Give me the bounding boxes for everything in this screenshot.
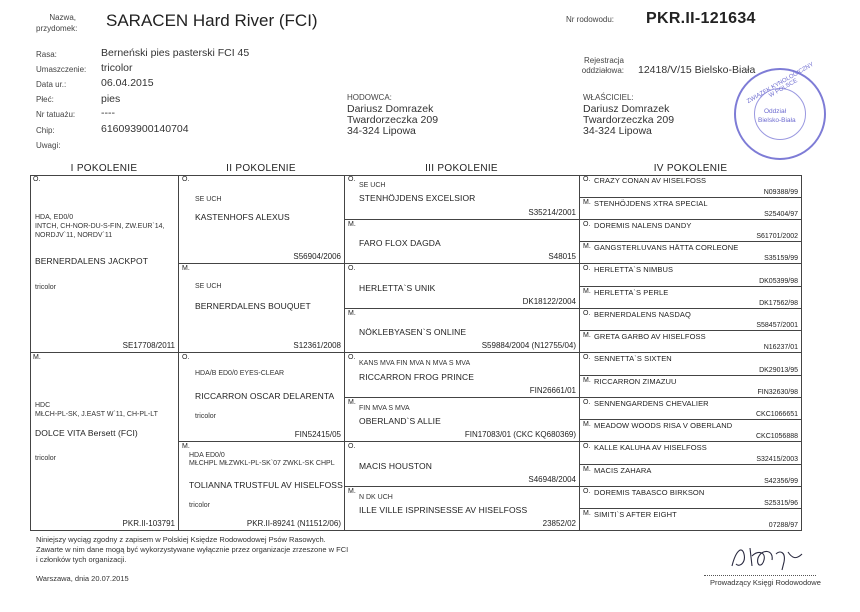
place-date: Warszawa, dnia 20.07.2015 (36, 574, 129, 583)
tattoo: ---- (101, 107, 115, 119)
gen2-reg: S12361/2008 (293, 341, 341, 350)
gen4-reg: S58457/2001 (756, 322, 798, 329)
kennel-club-stamp (734, 61, 826, 160)
gen4-reg: S25315/96 (764, 500, 798, 507)
gen4-row-11 (580, 398, 802, 420)
gen3-mark: O. (348, 265, 356, 272)
gen4-mark: O. (583, 221, 591, 228)
generation-2-header: II POKOLENIE (226, 163, 296, 174)
registration-label: Rejestracja oddziałowa: (581, 56, 624, 75)
color: tricolor (101, 62, 133, 74)
generation-4-header: IV POKOLENIE (653, 163, 728, 174)
generation-3-header: III POKOLENIE (425, 163, 498, 174)
gen2-row-3 (179, 353, 345, 442)
gen2-titles: SE UCH (195, 283, 222, 290)
gen2-name: KASTENHOFS ALEXUS (195, 212, 290, 222)
gen2-mark: M. (182, 265, 190, 272)
dam-mark: M. (33, 354, 41, 361)
remarks-label: Uwagi: (36, 141, 61, 150)
gen4-name: HERLETTA`S NIMBUS (594, 265, 674, 274)
gen4-reg: FIN32630/98 (757, 389, 798, 396)
gen3-name: FARO FLOX DAGDA (359, 238, 441, 248)
gen2-reg: PKR.II-89241 (N11512/06) (246, 519, 341, 528)
gen2-name: BERNERDALENS BOUQUET (195, 301, 311, 311)
gen1-dam-color: tricolor (35, 455, 57, 462)
gen4-name: MACIS ZAHARA (594, 466, 652, 475)
gen3-reg: FIN26661/01 (529, 386, 576, 395)
owner-line-2: Twardorzeczka 209 (583, 114, 675, 126)
breed: Berneński pies pasterski FCI 45 (101, 47, 250, 59)
gen3-name: STENHÖJDENS EXCELSIOR (359, 193, 476, 203)
sire-mark: O. (33, 176, 41, 183)
dog-name: SARACEN Hard River (FCI) (106, 11, 318, 30)
gen4-name: MEADOW WOODS RISA V OBERLAND (594, 421, 733, 430)
gen4-mark: M. (583, 510, 591, 517)
gen1-sire-reg: SE17708/2011 (122, 341, 175, 350)
gen3-name: NÖKLEBYASEN`S ONLINE (359, 327, 467, 337)
signature-caption: Prowadzący Księgi Rodowodowe (710, 578, 821, 587)
gen4-row-12 (580, 420, 802, 442)
gen4-mark: O. (583, 265, 591, 272)
gen4-mark: O. (583, 310, 591, 317)
gen3-name: MACIS HOUSTON (359, 461, 432, 471)
gen3-row-1 (345, 175, 580, 220)
gen2-mark: O. (182, 354, 190, 361)
gen3-row-3 (345, 264, 580, 309)
signature (722, 540, 812, 574)
chip-label: Chip: (36, 126, 55, 135)
gen4-name: CRAZY CONAN AV HISELFOSS (594, 176, 707, 185)
stamp-center-1: Oddział (764, 108, 787, 115)
gen2-reg: FIN52415/05 (294, 430, 341, 439)
gen4-row-1 (580, 175, 802, 198)
gen3-mark: M. (348, 310, 356, 317)
registration: 12418/V/15 Bielsko-Biała (638, 64, 756, 76)
reg-no-label: Nr rodowodu: (566, 15, 615, 24)
gen4-mark: M. (583, 377, 591, 384)
gen4-name: BERNERDALENS NASDAQ (594, 310, 691, 319)
gen2-row-4 (179, 442, 345, 531)
gen4-reg: S32415/2003 (756, 456, 798, 463)
gen1-dam (30, 353, 179, 531)
breeder-line-1: Dariusz Domrazek (347, 103, 434, 115)
gen4-mark: M. (583, 243, 591, 250)
gen4-row-13 (580, 442, 802, 465)
gen4-name: SENNETTA`S SIXTEN (594, 354, 672, 363)
gen2-titles: HDA/B ED0/0 EYES-CLEAR (195, 370, 285, 377)
gen4-row-16 (580, 509, 802, 531)
notice-line-1: Niniejszy wyciąg zgodny z zapisem w Polskiej Księdze Rodowodowej Psów Rasowych. (36, 535, 326, 544)
gen4-reg: CKC1066651 (755, 411, 798, 418)
gen2-row-1 (179, 175, 345, 264)
gen4-row-3 (580, 220, 802, 242)
sex: pies (101, 93, 121, 105)
gen4-mark: M. (583, 288, 591, 295)
gen4-name: KALLE KALUHA AV HISELFOSS (594, 443, 707, 452)
gen4-mark: M. (583, 332, 591, 339)
gen4-name: DOREMIS NALENS DANDY (594, 221, 692, 230)
gen2-titles: SE UCH (195, 196, 222, 203)
gen4-name: SENNENGARDENS CHEVALIER (594, 399, 709, 408)
gen3-name: ILLE VILLE ISPRINSESSE AV HISELFOSS (359, 505, 528, 515)
gen3-titles: SE UCH (359, 182, 386, 189)
gen3-reg: S59884/2004 (N12755/04) (481, 341, 576, 350)
owner-line-3: 34-324 Lipowa (583, 125, 652, 137)
gen3-mark: O. (348, 354, 356, 361)
gen4-mark: O. (583, 443, 591, 450)
gen3-reg: 23852/02 (542, 519, 576, 528)
gen4-reg: N09388/99 (763, 189, 798, 196)
color-label: Umaszczenie: (36, 65, 87, 74)
name-label: Nazwa, przydomek: (36, 13, 78, 33)
gen1-sire-color: tricolor (35, 284, 57, 291)
gen4-reg: DK17562/98 (759, 300, 798, 307)
gen3-reg: S48015 (548, 252, 576, 261)
breeder-line-2: Twardorzeczka 209 (347, 114, 439, 126)
gen1-dam-reg: PKR.II-103791 (122, 519, 175, 528)
gen1-dam-titles: HDC MŁCH-PL-SK, J.EAST W`11, CH-PL-LT (35, 402, 158, 418)
gen4-mark: M. (583, 421, 591, 428)
gen3-row-4 (345, 309, 580, 353)
gen3-row-2 (345, 220, 580, 264)
gen2-color: tricolor (189, 502, 211, 509)
gen4-reg: DK05399/98 (759, 278, 798, 285)
gen1-sire-name: BERNERDALENS JACKPOT (35, 256, 148, 266)
gen4-name: HERLETTA`S PERLE (594, 288, 669, 297)
gen4-reg: S61701/2002 (756, 233, 798, 240)
gen4-reg: DK29013/95 (759, 367, 798, 374)
gen4-name: STENHÖJDENS XTRA SPECIAL (594, 199, 708, 208)
breed-label: Rasa: (36, 50, 57, 59)
gen4-row-4 (580, 242, 802, 264)
gen2-mark: M. (182, 443, 190, 450)
gen3-reg: S46948/2004 (528, 475, 576, 484)
gen3-titles: KANS MVA FIN MVA N MVA S MVA (359, 360, 471, 367)
dob: 06.04.2015 (101, 77, 154, 89)
gen3-mark: O. (348, 176, 356, 183)
gen4-reg: S42356/99 (764, 478, 798, 485)
gen3-row-8 (345, 487, 580, 531)
signature-line (704, 575, 816, 576)
gen1-dam-name: DOLCE VITA Bersett (FCI) (35, 428, 138, 438)
gen4-name: DOREMIS TABASCO BIRKSON (594, 488, 705, 497)
gen4-reg: CKC1056888 (755, 433, 798, 440)
breeder-line-3: 34-324 Lipowa (347, 125, 416, 137)
reg-no: PKR.II-121634 (646, 10, 756, 27)
gen1-sire-titles: HDA, ED0/0 INTCH, CH-NOR-DU-S-FIN, ZW.EUR`14, NORDJV`11, NORDV`11 (35, 214, 165, 239)
gen3-reg: FIN17083/01 (CKC KQ680369) (464, 430, 576, 439)
dob-label: Data ur.: (36, 80, 67, 89)
generation-1-header: I POKOLENIE (70, 163, 138, 174)
gen4-mark: O. (583, 399, 591, 406)
gen4-row-14 (580, 465, 802, 487)
gen3-titles: FIN MVA S MVA (359, 405, 410, 412)
gen2-mark: O. (182, 176, 190, 183)
gen3-row-6 (345, 398, 580, 442)
gen4-name: GRETA GARBO AV HISELFOSS (594, 332, 706, 341)
gen2-titles: HDA ED0/0 MŁCHPL MŁZWKL-PL-SK`07 ZWKL-SK CHPL (189, 452, 335, 467)
gen4-row-9 (580, 353, 802, 376)
gen2-name: TOLIANNA TRUSTFUL AV HISELFOSS (189, 480, 343, 490)
gen2-row-2 (179, 264, 345, 353)
gen4-reg: N16237/01 (763, 344, 798, 351)
gen4-name: GANGSTERLUVANS HÄTTA CORLEONE (594, 243, 739, 252)
gen4-mark: M. (583, 466, 591, 473)
gen3-row-5 (345, 353, 580, 398)
gen3-mark: M. (348, 399, 356, 406)
gen3-row-7 (345, 442, 580, 487)
gen4-row-15 (580, 487, 802, 509)
gen4-row-10 (580, 376, 802, 398)
gen2-color: tricolor (195, 413, 217, 420)
gen4-mark: O. (583, 176, 591, 183)
gen1-sire (30, 175, 179, 353)
gen4-mark: O. (583, 488, 591, 495)
gen4-name: RICCARRON ZIMAZUU (594, 377, 677, 386)
gen4-row-6 (580, 287, 802, 309)
breeder-label: HODOWCA: (347, 93, 392, 102)
gen4-row-7 (580, 309, 802, 331)
gen3-reg: S35214/2001 (528, 208, 576, 217)
gen4-row-8 (580, 331, 802, 353)
notice-line-2: Zawarte w nim dane mogą być wykorzystywane wyłącznie przez organizacje zrzeszone w FCI (36, 545, 349, 554)
chip: 616093900140704 (101, 123, 189, 135)
gen4-name: SIMITI`S AFTER EIGHT (594, 510, 677, 519)
gen4-row-5 (580, 264, 802, 287)
gen2-name: RICCARRON OSCAR DELARENTA (195, 391, 335, 401)
owner-label: WŁAŚCICIEL: (583, 93, 634, 102)
tattoo-label: Nr tatuażu: (36, 110, 76, 119)
gen3-reg: DK18122/2004 (522, 297, 576, 306)
gen4-row-2 (580, 198, 802, 220)
gen4-reg: 07288/97 (768, 522, 798, 529)
gen4-mark: M. (583, 199, 591, 206)
owner-line-1: Dariusz Domrazek (583, 103, 670, 115)
gen3-titles: N DK UCH (359, 494, 393, 501)
sex-label: Płeć: (36, 95, 54, 104)
gen3-name: OBERLAND`S ALLIE (359, 416, 441, 426)
gen2-reg: S56904/2006 (293, 252, 341, 261)
stamp-ring-text: ZWIĄZEK KYNOLOGICZNY W POLSCE (746, 61, 815, 106)
gen4-mark: O. (583, 354, 591, 361)
stamp-center-2: Bielsko-Biała (758, 117, 796, 124)
gen4-reg: S35159/99 (764, 255, 798, 262)
notice-line-3: i członków tych organizacji. (36, 555, 127, 564)
gen3-mark: M. (348, 221, 356, 228)
gen4-reg: S25404/97 (764, 211, 798, 218)
gen3-mark: O. (348, 443, 356, 450)
gen3-name: HERLETTA`S UNIK (359, 283, 436, 293)
gen3-mark: M. (348, 488, 356, 495)
gen3-name: RICCARRON FROG PRINCE (359, 372, 474, 382)
